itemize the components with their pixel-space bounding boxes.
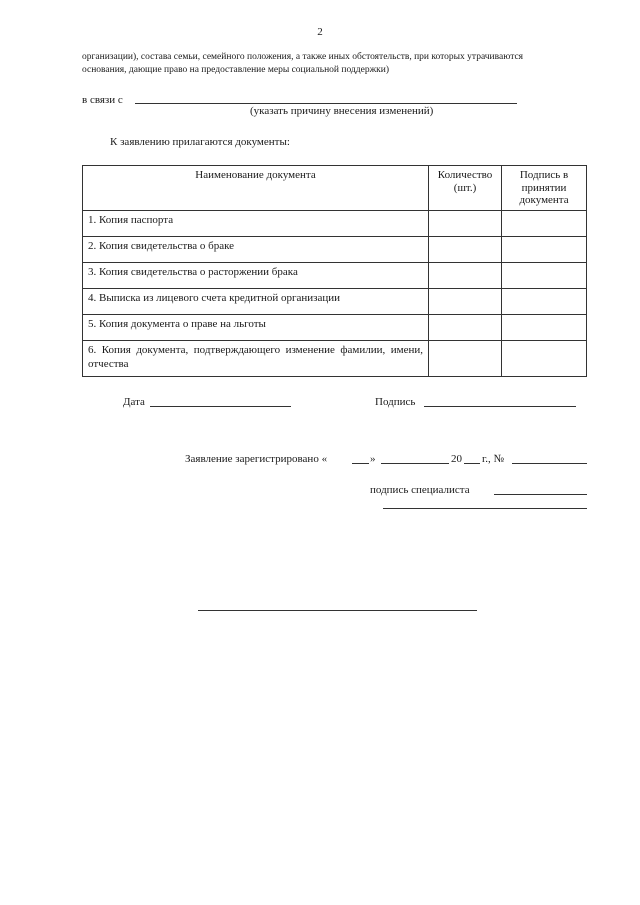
specialist-signature-line[interactable] [494,494,587,495]
table-row [83,263,587,289]
document-name: 5. Копия документа о праве на льготы [83,315,429,341]
registration-year-suffix: г., № [482,453,505,465]
header-quantity: Количество (шт.) [429,166,502,211]
quantity-cell[interactable] [429,211,502,237]
reason-hint: (указать причину внесения изменений) [250,105,434,117]
table-header-row [83,166,587,211]
specialist-signature-label: подпись специалиста [370,484,470,496]
table-row [83,315,587,341]
signature-cell[interactable] [502,237,587,263]
attachments-label: К заявлению прилагаются документы: [110,136,290,148]
quantity-cell[interactable] [429,289,502,315]
signature-cell[interactable] [502,315,587,341]
documents-table [82,165,587,377]
intro-text-line-2: основания, дающие право на предоставление меры социальной поддержки) [82,65,389,75]
quantity-cell[interactable] [429,315,502,341]
table-row [83,237,587,263]
quantity-cell[interactable] [429,263,502,289]
registration-day-line[interactable] [352,463,369,464]
date-line[interactable] [150,406,291,407]
registration-label: Заявление зарегистрировано « [185,453,328,465]
reason-label: в связи с [82,94,123,106]
signature-line[interactable] [424,406,576,407]
quantity-cell[interactable] [429,341,502,377]
header-document-name: Наименование документа [83,166,429,211]
registration-year-prefix: 20 [451,453,462,465]
header-signature: Подпись в принятии документа [502,166,587,211]
document-name: 3. Копия свидетельства о расторжении брака [83,263,429,289]
registration-quote-close: » [370,453,376,465]
reason-input-line[interactable] [135,103,517,104]
registration-year-line[interactable] [464,463,480,464]
quantity-cell[interactable] [429,237,502,263]
date-label: Дата [123,396,145,408]
document-name: 4. Выписка из лицевого счета кредитной организации [83,289,429,315]
signature-cell[interactable] [502,341,587,377]
intro-text-line-1: организации), состава семьи, семейного положения, а также иных обстоятельств, при которых утрачиваются [82,52,524,62]
signature-cell[interactable] [502,263,587,289]
table-row [83,211,587,237]
registration-number-line[interactable] [512,463,587,464]
table-row [83,341,587,377]
signature-cell[interactable] [502,289,587,315]
registration-month-line[interactable] [381,463,449,464]
signature-label: Подпись [375,396,416,408]
document-name: 6. Копия документа, подтверждающего изменение фамилии, имени, отчества [83,341,429,377]
document-name: 2. Копия свидетельства о браке [83,237,429,263]
table-row [83,289,587,315]
page-number: 2 [317,26,323,38]
document-name: 1. Копия паспорта [83,211,429,237]
bottom-divider [198,610,477,611]
specialist-name-line[interactable] [383,508,587,509]
signature-cell[interactable] [502,211,587,237]
